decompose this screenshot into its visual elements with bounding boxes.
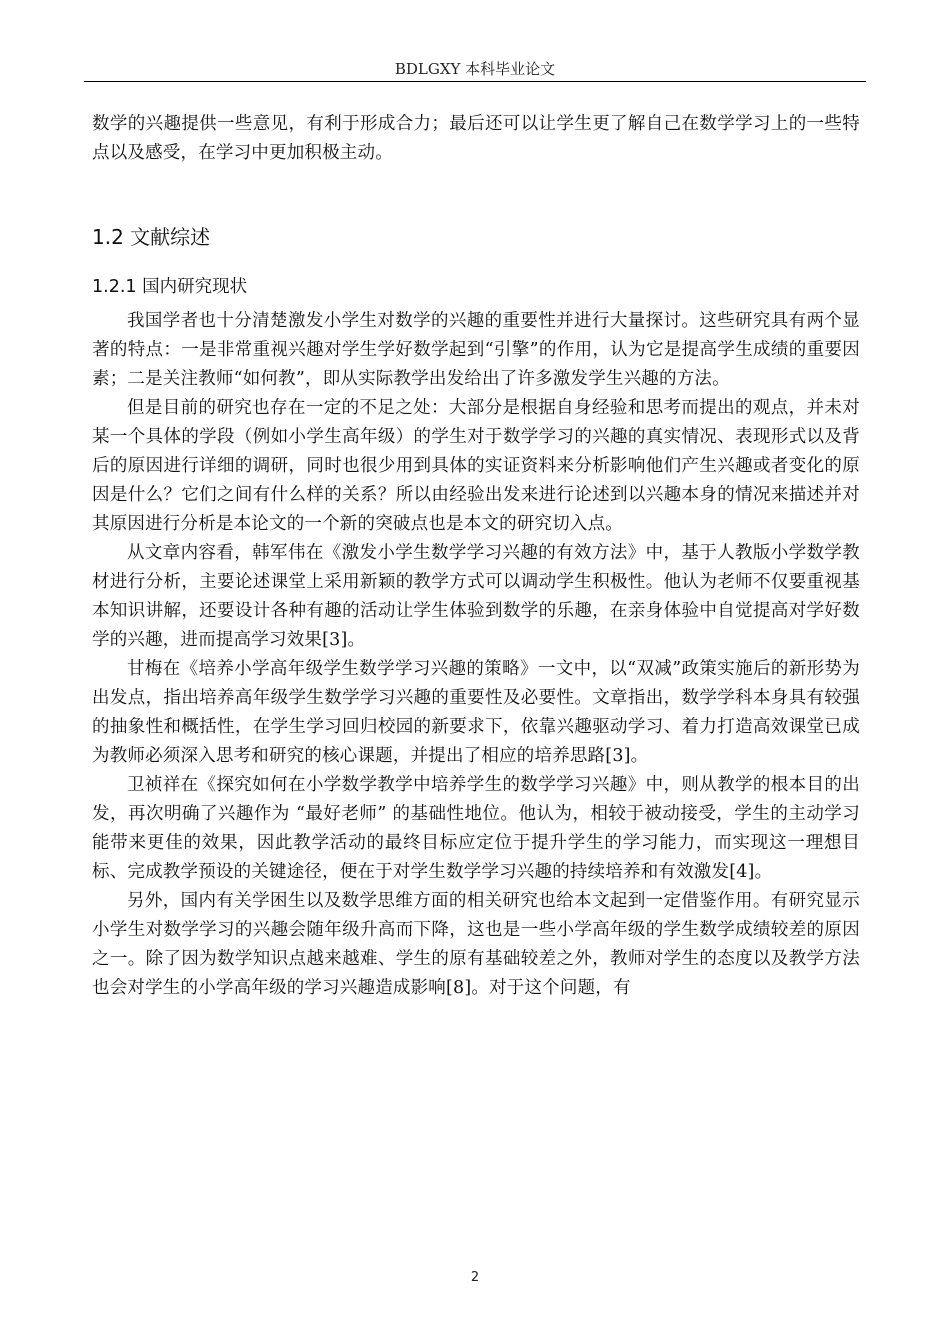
- continuation-block: [92, 110, 860, 168]
- body-paragraph-3: 从文章内容看，韩军伟在《激发小学生数学学习兴趣的有效方法》中，基于人教版小学数学教材进行分析，主要论述课堂上采用新颖的教学方式可以调动学生积极性。他认为老师不仅要重视基本知识讲解，还要设计各种有趣的活动让学生体验到数学的乐趣，在亲身体验中自觉提高对学好数学的兴趣，进而提高学习效果[3]。: [92, 543, 860, 650]
- running-header: BDLGXY 本科毕业论文: [394, 60, 556, 78]
- subsection-heading: 1.2.1 国内研究现状: [92, 277, 248, 297]
- body-paragraph-6: 另外，国内有关学困生以及数学思维方面的相关研究也给本文起到一定借鉴作用。有研究显示小学生对数学学习的兴趣会随年级升高而下降，这也是一些小学高年级的学生数学成绩较差的原因之一。除了因为数学知识点越来越难、学生的原有基础较差之外，教师对学生的态度以及教学方法也会对学生的小学高年级的学习兴趣造成影响[8]。对于这个问题，有: [92, 891, 860, 998]
- body-paragraphs: [92, 307, 860, 1003]
- body-paragraph-1: 我国学者也十分清楚激发小学生对数学的兴趣的重要性并进行大量探讨。这些研究具有两个显著的特点：一是非常重视兴趣对学生学好数学起到“引擎”的作用，认为它是提高学生成绩的重要因素；二是关注教师“如何教”，即从实际教学出发给出了许多激发学生兴趣的方法。: [92, 311, 860, 389]
- body-paragraph-5: 卫祯祥在《探究如何在小学数学教学中培养学生的数学学习兴趣》中，则从教学的根本目的出发，再次明确了兴趣作为 “最好老师” 的基础性地位。他认为，相较于被动接受，学生的主动学习能带来更佳的效果，因此教学活动的最终目标应定位于提升学生的学习能力，而实现这一理想目标、完成教学预设的关键途径，便在于对学生数学学习兴趣的持续培养和有效激发[4]。: [92, 775, 860, 882]
- continuation-paragraph: 数学的兴趣提供一些意见，有利于形成合力；最后还可以让学生更了解自己在数学学习上的一些特点以及感受，在学习中更加积极主动。: [92, 114, 860, 163]
- header-rule: [84, 81, 866, 82]
- page-number: 2: [470, 1270, 480, 1285]
- body-paragraph-2: 但是目前的研究也存在一定的不足之处：大部分是根据自身经验和思考而提出的观点，并未对某一个具体的学段（例如小学生高年级）的学生对于数学学习的兴趣的真实情况、表现形式以及背后的原因进行详细的调研，同时也很少用到具体的实证资料来分析影响他们产生兴趣或者变化的原因是什么？它们之间有什么样的关系？所以由经验出发来进行论述到以兴趣本身的情况来描述并对其原因进行分析是本论文的一个新的突破点也是本文的研究切入点。: [92, 398, 860, 534]
- section-heading: 1.2 文献综述: [92, 225, 211, 249]
- body-paragraph-4: 甘梅在《培养小学高年级学生数学学习兴趣的策略》一文中，以“双减”政策实施后的新形势为出发点，指出培养高年级学生数学学习兴趣的重要性及必要性。文章指出，数学学科本身具有较强的抽象性和概括性，在学生学习回归校园的新要求下，依靠兴趣驱动学习、着力打造高效课堂已成为教师必须深入思考和研究的核心课题，并提出了相应的培养思路[3]。: [92, 659, 860, 766]
